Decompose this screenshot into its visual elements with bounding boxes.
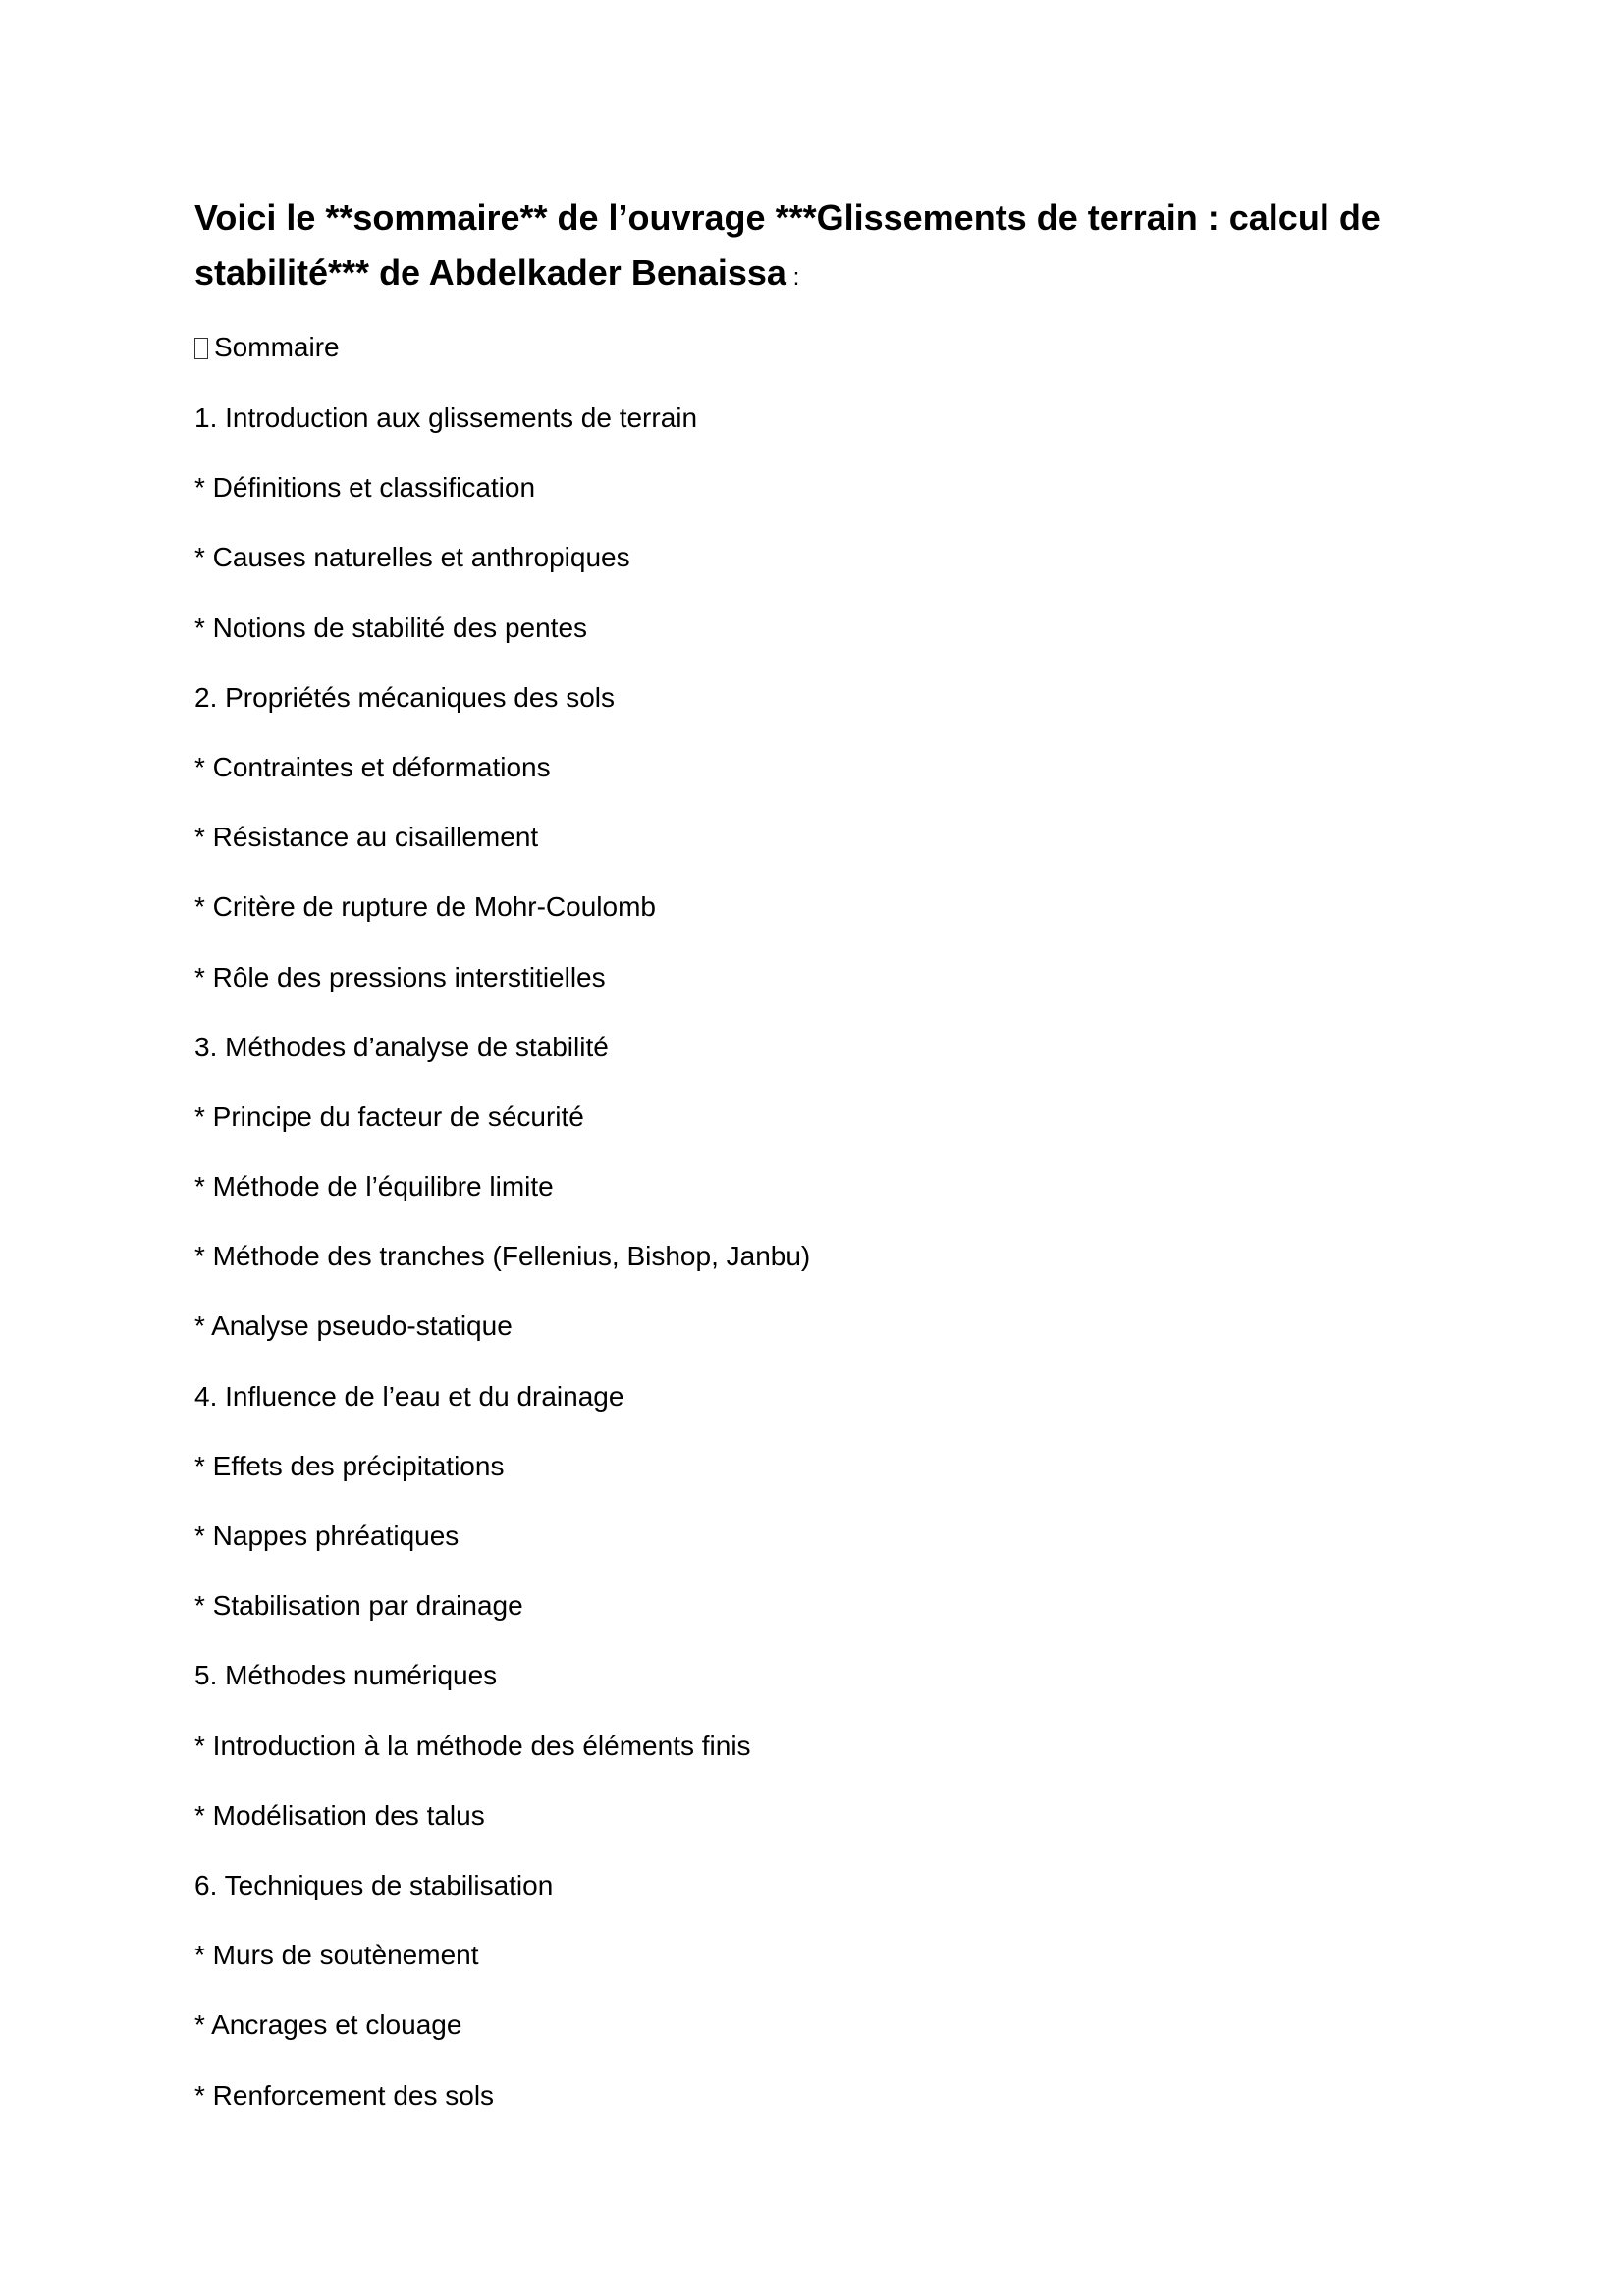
toc-subitem: * Ancrages et clouage [194, 2009, 462, 2041]
toc-subitem: * Causes naturelles et anthropiques [194, 542, 630, 573]
toc-chapter: 3. Méthodes d’analyse de stabilité [194, 1031, 609, 1062]
toc-subitem: * Critère de rupture de Mohr-Coulomb [194, 891, 656, 923]
toc-chapter: 1. Introduction aux glissements de terrain [194, 402, 698, 433]
table-of-contents [194, 400, 810, 2148]
sommaire-label-text: Sommaire [214, 332, 340, 362]
toc-subitem: * Effets des précipitations [194, 1450, 505, 1481]
toc-chapter: 6. Techniques de stabilisation [194, 1869, 554, 1900]
missing-glyph-box-icon [194, 338, 208, 359]
document-heading [194, 190, 1432, 305]
toc-chapter: 5. Méthodes numériques [194, 1660, 498, 1691]
toc-subitem: * Analyse pseudo-statique [194, 1310, 513, 1342]
toc-subitem: * Principe du facteur de sécurité [194, 1100, 584, 1132]
toc-subitem: * Rôle des pressions interstitielles [194, 961, 606, 992]
toc-subitem: * Notions de stabilité des pentes [194, 612, 588, 643]
toc-subitem: * Résistance au cisaillement [194, 822, 539, 853]
sommaire-label [194, 330, 340, 365]
heading-text: Voici le **sommaire** de l’ouvrage ***Glissements de terrain : calcul de stabilité*** de Abdelkader Benaissa [194, 197, 1380, 293]
toc-subitem: * Méthode des tranches (Fellenius, Bishop, Janbu) [194, 1241, 811, 1272]
heading-colon: : [785, 264, 800, 291]
toc-subitem: * Renforcement des sols [194, 2079, 495, 2110]
toc-subitem: * Nappes phréatiques [194, 1521, 460, 1551]
toc-subitem: * Murs de soutènement [194, 1940, 479, 1971]
toc-subitem: * Stabilisation par drainage [194, 1590, 523, 1622]
toc-subitem: * Modélisation des talus [194, 1799, 485, 1831]
toc-chapter: 4. Influence de l’eau et du drainage [194, 1380, 624, 1412]
toc-subitem: * Introduction à la méthode des éléments finis [194, 1730, 751, 1761]
toc-subitem: * Contraintes et déformations [194, 751, 551, 782]
toc-subitem: * Méthode de l’équilibre limite [194, 1171, 554, 1202]
toc-subitem: * Définitions et classification [194, 472, 536, 504]
toc-chapter: 2. Propriétés mécaniques des sols [194, 681, 615, 713]
